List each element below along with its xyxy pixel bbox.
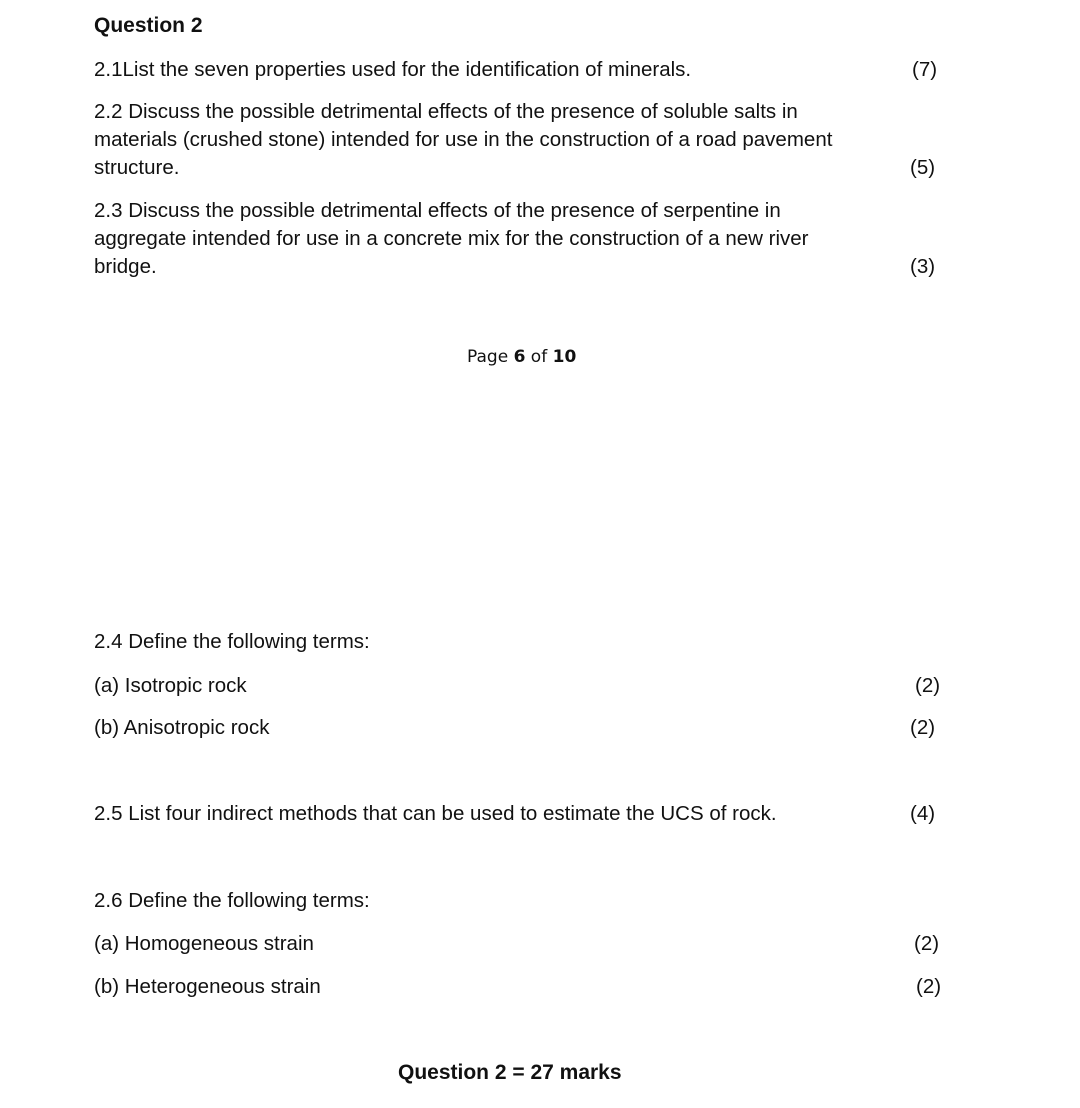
- question-2-3-marks: (3): [910, 255, 936, 278]
- question-2-3-line-3: bridge.: [94, 255, 157, 278]
- question-2-1: [94, 56, 691, 84]
- question-2-6-a-marks: (2): [914, 932, 940, 955]
- question-2-3-line-1: 2.3 Discuss the possible detrimental effects of the presence of serpentine in: [94, 199, 781, 222]
- question-2-6-b-marks: (2): [916, 975, 942, 998]
- question-2-2-line-2: materials (crushed stone) intended for use in the construction of a road pavement: [94, 128, 833, 151]
- page-number-of: of: [525, 347, 553, 367]
- question-2-2-line-3: structure.: [94, 156, 180, 179]
- question-2-4-a-marks: (2): [915, 674, 941, 697]
- page-number-current: 6: [513, 347, 526, 367]
- question-2-6-a: (a) Homogeneous strain: [94, 932, 314, 955]
- question-2-4-b: (b) Anisotropic rock: [94, 716, 270, 739]
- page-number-prefix: Page: [467, 347, 514, 367]
- question-2-6-intro: 2.6 Define the following terms:: [94, 889, 370, 912]
- question-2-2-marks: (5): [910, 156, 936, 179]
- question-2-5-marks: (4): [910, 802, 936, 825]
- question-2-5: 2.5 List four indirect methods that can be used to estimate the UCS of rock.: [94, 802, 777, 825]
- question-2-4-a: (a) Isotropic rock: [94, 674, 247, 697]
- question-2-2-line-1: 2.2 Discuss the possible detrimental effects of the presence of soluble salts in: [94, 100, 798, 123]
- question-2-4-intro: 2.4 Define the following terms:: [94, 630, 370, 653]
- question-2-1-number: 2.1: [94, 58, 123, 81]
- question-2-4-b-marks: (2): [910, 716, 936, 739]
- question-2-1-text: List the seven properties used for the identification of minerals.: [122, 58, 692, 81]
- page-number-total: 10: [552, 347, 577, 367]
- page-number: [467, 346, 576, 368]
- question-2-6-b: (b) Heterogeneous strain: [94, 975, 321, 998]
- question-2-1-marks: (7): [912, 58, 938, 81]
- question-heading: Question 2: [94, 14, 203, 37]
- question-total: Question 2 = 27 marks: [398, 1061, 622, 1084]
- cut-off-text-fragment: [360, 1102, 660, 1108]
- question-2-3-line-2: aggregate intended for use in a concrete mix for the construction of a new river: [94, 227, 809, 250]
